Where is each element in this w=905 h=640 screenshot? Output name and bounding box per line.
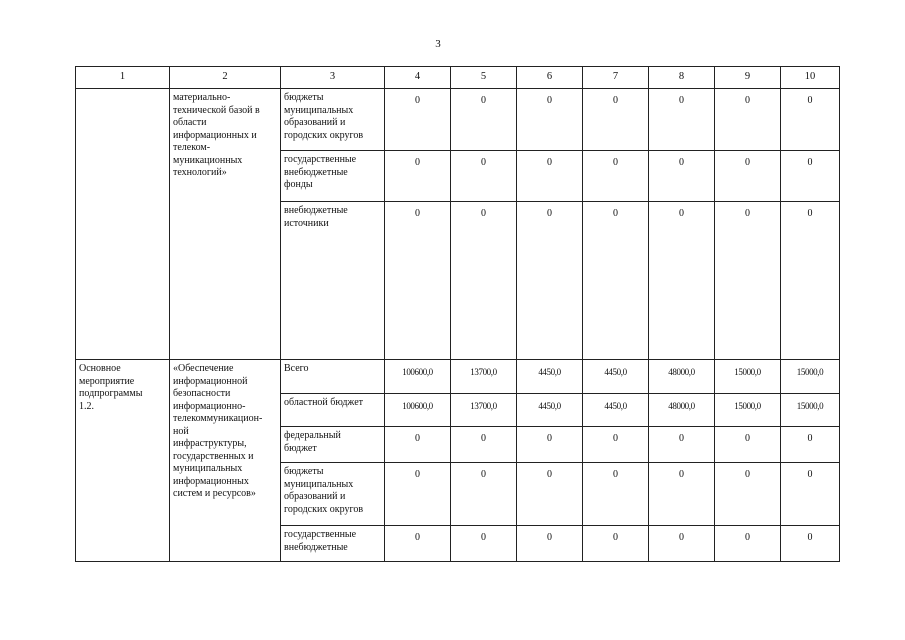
- value-cell: 0: [715, 202, 781, 360]
- value-cell: 0: [451, 151, 517, 202]
- value-cell: 0: [517, 526, 583, 562]
- value-cell: 0: [451, 202, 517, 360]
- value-cell: 15000,0: [781, 394, 840, 427]
- value-cell: 0: [715, 463, 781, 526]
- value-cell: 0: [583, 151, 649, 202]
- budget-table: [75, 66, 840, 562]
- value-cell: 0: [583, 526, 649, 562]
- value-cell: 0: [385, 151, 451, 202]
- value-cell: 0: [517, 463, 583, 526]
- value-cell: 0: [649, 151, 715, 202]
- value-cell: 0: [649, 427, 715, 463]
- value-cell: 0: [649, 89, 715, 151]
- value-cell: 100600,0: [385, 360, 451, 394]
- value-cell: 15000,0: [781, 360, 840, 394]
- value-cell: 0: [781, 526, 840, 562]
- table-header-row: [76, 67, 840, 89]
- value-cell: 0: [583, 202, 649, 360]
- funding-source-cell: федеральный бюджет: [281, 427, 385, 463]
- activity-description-cell: материально- технической базой в области информационных и телеком- муникационных технологий»: [170, 89, 281, 360]
- value-cell: 0: [451, 463, 517, 526]
- value-cell: 0: [451, 89, 517, 151]
- activity-cell: [76, 89, 170, 360]
- funding-source-cell: бюджеты муниципальных образований и городских округов: [281, 463, 385, 526]
- header-cell: 4: [385, 67, 451, 89]
- value-cell: 0: [385, 526, 451, 562]
- value-cell: 4450,0: [517, 360, 583, 394]
- header-cell: 5: [451, 67, 517, 89]
- value-cell: 100600,0: [385, 394, 451, 427]
- value-cell: 13700,0: [451, 360, 517, 394]
- value-cell: 0: [715, 151, 781, 202]
- header-cell: 3: [281, 67, 385, 89]
- activity-description-cell: «Обеспечение информационной безопасности информационно- телекоммуникацион- ной инфраструктуры, государственных и муниципальных информационных систем и ресурсов»: [170, 360, 281, 562]
- header-cell: 8: [649, 67, 715, 89]
- value-cell: 0: [451, 427, 517, 463]
- header-cell: 2: [170, 67, 281, 89]
- header-cell: 7: [583, 67, 649, 89]
- header-cell: 1: [76, 67, 170, 89]
- header-cell: 9: [715, 67, 781, 89]
- header-cell: 10: [781, 67, 840, 89]
- value-cell: 0: [385, 463, 451, 526]
- funding-source-cell: государственные внебюджетные фонды: [281, 151, 385, 202]
- value-cell: 0: [517, 151, 583, 202]
- value-cell: 4450,0: [517, 394, 583, 427]
- value-cell: 0: [583, 463, 649, 526]
- value-cell: 48000,0: [649, 360, 715, 394]
- value-cell: 4450,0: [583, 360, 649, 394]
- value-cell: 0: [649, 526, 715, 562]
- value-cell: 0: [715, 89, 781, 151]
- value-cell: 13700,0: [451, 394, 517, 427]
- value-cell: 0: [583, 427, 649, 463]
- value-cell: 0: [649, 202, 715, 360]
- value-cell: 15000,0: [715, 394, 781, 427]
- value-cell: 0: [451, 526, 517, 562]
- value-cell: 0: [781, 463, 840, 526]
- value-cell: 0: [649, 463, 715, 526]
- funding-source-cell: Всего: [281, 360, 385, 394]
- value-cell: 0: [517, 202, 583, 360]
- value-cell: 0: [781, 202, 840, 360]
- value-cell: 0: [385, 202, 451, 360]
- funding-source-cell: областной бюджет: [281, 394, 385, 427]
- value-cell: 0: [583, 89, 649, 151]
- header-cell: 6: [517, 67, 583, 89]
- value-cell: 0: [781, 151, 840, 202]
- value-cell: 15000,0: [715, 360, 781, 394]
- value-cell: 0: [715, 526, 781, 562]
- value-cell: 4450,0: [583, 394, 649, 427]
- value-cell: 0: [781, 89, 840, 151]
- value-cell: 0: [781, 427, 840, 463]
- value-cell: 48000,0: [649, 394, 715, 427]
- value-cell: 0: [385, 427, 451, 463]
- table-row: [76, 89, 840, 151]
- value-cell: 0: [385, 89, 451, 151]
- table-row: [76, 360, 840, 394]
- value-cell: 0: [715, 427, 781, 463]
- funding-source-cell: внебюджетные источники: [281, 202, 385, 360]
- activity-cell: Основное мероприятие подпрограммы 1.2.: [76, 360, 170, 562]
- page-number: 3: [435, 38, 441, 50]
- value-cell: 0: [517, 89, 583, 151]
- funding-source-cell: государственные внебюджетные: [281, 526, 385, 562]
- funding-source-cell: бюджеты муниципальных образований и городских округов: [281, 89, 385, 151]
- value-cell: 0: [517, 427, 583, 463]
